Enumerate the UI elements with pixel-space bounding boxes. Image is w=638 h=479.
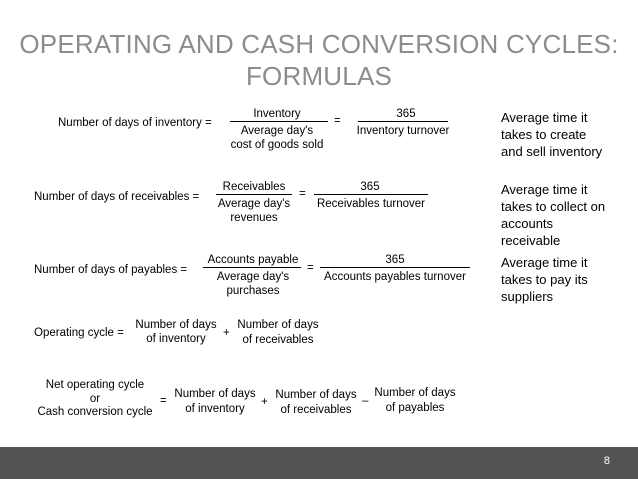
inventory-365: 365 (396, 108, 416, 120)
title-line-2: FORMULAS (245, 61, 393, 91)
cash-term-3-line-1: Number of days (374, 387, 456, 399)
inventory-label: Number of days of inventory = (58, 117, 212, 129)
receivables-label: Number of days of receivables = (34, 191, 200, 203)
receivables-fraction-bar (216, 194, 292, 195)
inventory-denominator-line-2: cost of goods sold (230, 139, 324, 151)
inventory-fraction-bar (230, 121, 328, 122)
payables-fraction-bar (203, 267, 301, 268)
inventory-note: Average time it takes to create and sell inventory (501, 110, 603, 159)
slide-title (0, 28, 638, 92)
operating-term-1-line-1: Number of days (135, 319, 217, 331)
receivables-turnover: Receivables turnover (316, 198, 426, 210)
footer-bar (0, 447, 638, 479)
cash-cycle-label-line-3: Cash conversion cycle (37, 406, 153, 418)
cash-cycle-label-line-1: Net operating cycle (45, 379, 145, 391)
cash-term-2-line-2: of receivables (280, 404, 352, 416)
receivables-365: 365 (360, 181, 380, 193)
cash-cycle-equals: = (160, 395, 167, 407)
payables-equals: = (307, 262, 314, 274)
payables-365: 365 (385, 254, 405, 266)
cash-term-2-line-1: Number of days (275, 389, 357, 401)
cash-cycle-label-line-2: or (89, 393, 101, 405)
cash-term-3-line-2: of payables (385, 402, 445, 414)
payables-turnover-bar (320, 267, 470, 268)
operating-plus: + (223, 327, 230, 339)
cash-cycle-minus: – (362, 395, 369, 407)
receivables-denominator-line-2: revenues (230, 212, 278, 224)
cash-cycle-plus: + (261, 396, 268, 408)
payables-turnover: Accounts payables turnover (324, 271, 466, 283)
receivables-turnover-bar (314, 194, 428, 195)
receivables-numerator: Receivables (222, 181, 286, 193)
payables-label: Number of days of payables = (34, 264, 188, 276)
payables-denominator-line-1: Average day's (216, 271, 290, 283)
operating-term-2-line-2: of receivables (242, 334, 314, 346)
inventory-turnover: Inventory turnover (356, 125, 450, 137)
operating-cycle-label: Operating cycle = (34, 327, 124, 339)
page-number: 8 (603, 455, 610, 467)
inventory-numerator: Inventory (253, 108, 301, 120)
receivables-note: Average time it takes to collect on accounts receivable (501, 182, 606, 248)
receivables-denominator-line-1: Average day's (217, 198, 291, 210)
payables-note: Average time it takes to pay its suppliers (501, 255, 588, 304)
receivables-equals: = (299, 188, 306, 200)
operating-term-2-line-1: Number of days (237, 319, 319, 331)
cash-term-1-line-2: of inventory (185, 403, 245, 415)
title-line-1: OPERATING AND CASH CONVERSION CYCLES: (19, 29, 619, 59)
inventory-turnover-bar (358, 121, 448, 122)
inventory-equals: = (334, 115, 341, 127)
operating-term-1-line-2: of inventory (146, 333, 206, 345)
cash-term-1-line-1: Number of days (174, 388, 256, 400)
inventory-denominator-line-1: Average day's (240, 125, 314, 137)
payables-numerator: Accounts payable (207, 254, 299, 266)
payables-denominator-line-2: purchases (226, 285, 280, 297)
